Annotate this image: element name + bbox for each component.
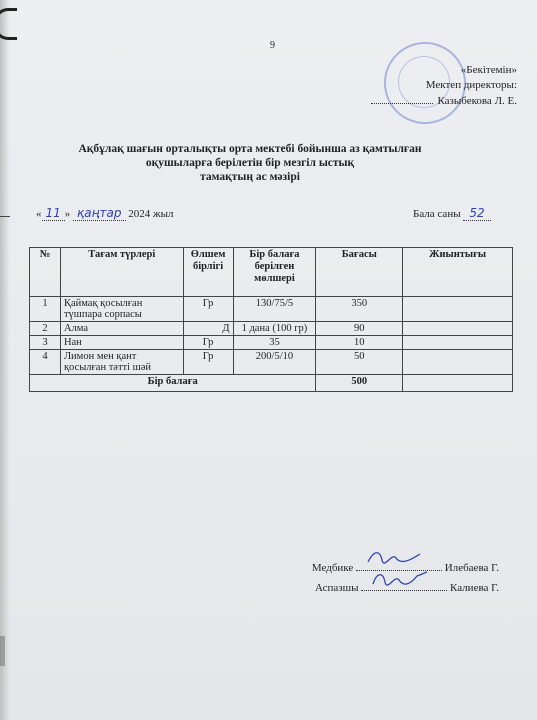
header-unit: Өлшем бірлігі [183, 248, 233, 297]
table-row [30, 350, 513, 375]
binder-clip-mark [0, 8, 17, 40]
row-price: 350 [316, 297, 403, 322]
date-quote-close: » [64, 208, 71, 220]
row-unit: Д [183, 322, 233, 336]
row-amount: 130/75/5 [233, 297, 316, 322]
row-price: 50 [316, 350, 403, 375]
signature-name: Калиева Г. [450, 582, 499, 594]
row-dish: Лимон мен қант қосылған тәтті шәй [60, 350, 183, 375]
row-amount: 35 [233, 336, 316, 350]
margin-line [0, 216, 10, 217]
row-total [403, 336, 513, 350]
row-number: 1 [30, 297, 61, 322]
page-shadow-edge [0, 0, 10, 720]
date-day: 11 [42, 206, 65, 221]
title-line-1: Ақбұлақ шағын орталықты орта мектебі бойынша аз қамтылған [78, 143, 422, 155]
handwritten-signature-icon [364, 548, 424, 568]
handwritten-signature-icon [369, 568, 433, 590]
row-amount: 200/5/10 [233, 350, 316, 375]
row-dish: Қаймақ қосылған түшпара сорпасы [60, 297, 183, 322]
total-empty [403, 375, 513, 392]
menu-table [29, 247, 513, 392]
total-label: Бір балаға [30, 375, 316, 392]
approval-position: Мектеп директоры: [425, 79, 517, 91]
date-quote-open: « [36, 208, 42, 220]
header-dish: Тағам түрлері [60, 248, 183, 297]
director-name: Казыбекова Л. Е. [437, 95, 517, 107]
signature-line [361, 580, 447, 591]
row-total [403, 322, 513, 336]
row-amount: 1 дана (100 гр) [233, 322, 316, 336]
row-total [403, 350, 513, 375]
signature-cook [315, 580, 499, 594]
table-row [30, 322, 513, 336]
approval-signatory [371, 93, 517, 109]
edge-mark [0, 636, 5, 666]
header-price: Бағасы [316, 248, 403, 297]
children-count [413, 206, 491, 220]
page-number: 9 [270, 40, 275, 51]
row-unit: Гр [183, 350, 233, 375]
children-count-value: 52 [463, 206, 490, 221]
document-title [40, 142, 460, 184]
total-value: 500 [316, 375, 403, 392]
row-total [403, 297, 513, 322]
row-unit: Гр [183, 297, 233, 322]
header-number: № [30, 248, 61, 297]
date-year: 2024 жыл [128, 208, 174, 220]
table-total-row [30, 375, 513, 392]
row-dish: Алма [60, 322, 183, 336]
row-number: 3 [30, 336, 61, 350]
date-month: қаңтар [73, 206, 126, 221]
children-count-label: Бала саны [413, 208, 461, 220]
row-number: 4 [30, 350, 61, 375]
signature-role: Медбике [311, 562, 354, 574]
row-unit: Гр [183, 336, 233, 350]
signature-line [371, 93, 433, 104]
header-amount: Бір балаға берілген мөлшері [233, 248, 316, 297]
signature-name: Илебаева Г. [444, 562, 499, 574]
row-number: 2 [30, 322, 61, 336]
table-header-row [30, 248, 513, 297]
date-line [36, 206, 174, 220]
row-price: 10 [316, 336, 403, 350]
title-line-3: тамақтың ас мәзірі [200, 171, 300, 183]
approval-block [371, 63, 517, 109]
approval-heading: «Бекітемін» [460, 64, 517, 76]
table-row [30, 297, 513, 322]
signature-role: Аспазшы [314, 582, 359, 594]
title-line-2: оқушыларға берілетін бір мезгіл ыстық [145, 157, 355, 169]
table-row [30, 336, 513, 350]
header-total: Жиынтығы [403, 248, 513, 297]
row-dish: Нан [60, 336, 183, 350]
row-price: 90 [316, 322, 403, 336]
